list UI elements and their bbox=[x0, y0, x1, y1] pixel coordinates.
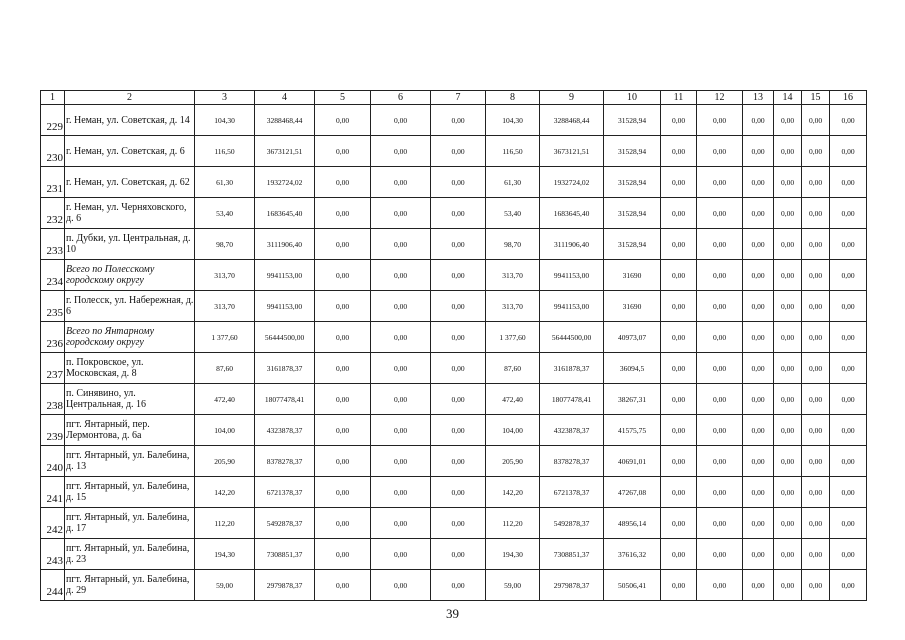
column-header: 7 bbox=[431, 91, 486, 105]
value-cell: 0,00 bbox=[315, 167, 371, 198]
column-header: 10 bbox=[604, 91, 661, 105]
value-cell: 0,00 bbox=[371, 446, 431, 477]
value-cell: 3161878,37 bbox=[540, 353, 604, 384]
value-cell: 0,00 bbox=[743, 322, 774, 353]
value-cell: 0,00 bbox=[743, 477, 774, 508]
value-cell: 0,00 bbox=[802, 570, 830, 601]
value-cell: 472,40 bbox=[486, 384, 540, 415]
value-cell: 0,00 bbox=[697, 136, 743, 167]
value-cell: 0,00 bbox=[431, 539, 486, 570]
value-cell: 3673121,51 bbox=[540, 136, 604, 167]
value-cell: 0,00 bbox=[697, 291, 743, 322]
value-cell: 0,00 bbox=[830, 446, 867, 477]
value-cell: 0,00 bbox=[315, 570, 371, 601]
value-cell: 0,00 bbox=[830, 570, 867, 601]
value-cell: 0,00 bbox=[371, 415, 431, 446]
value-cell: 1 377,60 bbox=[486, 322, 540, 353]
value-cell: 205,90 bbox=[195, 446, 255, 477]
table-row bbox=[41, 229, 867, 260]
value-cell: 0,00 bbox=[774, 105, 802, 136]
value-cell: 0,00 bbox=[661, 167, 697, 198]
value-cell: 0,00 bbox=[431, 353, 486, 384]
value-cell: 104,00 bbox=[195, 415, 255, 446]
page-number: 39 bbox=[446, 606, 459, 621]
value-cell: 0,00 bbox=[431, 260, 486, 291]
value-cell: 0,00 bbox=[431, 477, 486, 508]
value-cell: 3111906,40 bbox=[540, 229, 604, 260]
value-cell: 9941153,00 bbox=[540, 291, 604, 322]
value-cell: 0,00 bbox=[802, 229, 830, 260]
row-number: 238 bbox=[41, 384, 65, 415]
value-cell: 0,00 bbox=[830, 229, 867, 260]
value-cell: 0,00 bbox=[315, 477, 371, 508]
value-cell: 0,00 bbox=[802, 384, 830, 415]
address-cell: пгт. Янтарный, пер. Лермонтова, д. 6а bbox=[65, 415, 195, 446]
value-cell: 116,50 bbox=[195, 136, 255, 167]
table-row bbox=[41, 539, 867, 570]
value-cell: 0,00 bbox=[661, 291, 697, 322]
value-cell: 0,00 bbox=[661, 570, 697, 601]
table-row bbox=[41, 136, 867, 167]
table-row bbox=[41, 167, 867, 198]
column-header: 12 bbox=[697, 91, 743, 105]
value-cell: 18077478,41 bbox=[255, 384, 315, 415]
value-cell: 0,00 bbox=[315, 446, 371, 477]
value-cell: 36094,5 bbox=[604, 353, 661, 384]
value-cell: 0,00 bbox=[315, 229, 371, 260]
address-cell: г. Неман, ул. Советская, д. 6 bbox=[65, 136, 195, 167]
value-cell: 0,00 bbox=[431, 167, 486, 198]
value-cell: 0,00 bbox=[830, 353, 867, 384]
value-cell: 0,00 bbox=[743, 229, 774, 260]
value-cell: 0,00 bbox=[431, 136, 486, 167]
table-row bbox=[41, 105, 867, 136]
table-row bbox=[41, 353, 867, 384]
value-cell: 37616,32 bbox=[604, 539, 661, 570]
table-row bbox=[41, 260, 867, 291]
header-row bbox=[41, 91, 867, 105]
column-header: 16 bbox=[830, 91, 867, 105]
column-header: 2 bbox=[65, 91, 195, 105]
value-cell: 0,00 bbox=[371, 105, 431, 136]
value-cell: 0,00 bbox=[743, 198, 774, 229]
value-cell: 0,00 bbox=[315, 353, 371, 384]
column-header: 3 bbox=[195, 91, 255, 105]
table-header bbox=[41, 91, 867, 105]
value-cell: 0,00 bbox=[774, 570, 802, 601]
address-cell: пгт. Янтарный, ул. Балебина, д. 29 bbox=[65, 570, 195, 601]
value-cell: 0,00 bbox=[371, 198, 431, 229]
row-number: 237 bbox=[41, 353, 65, 384]
value-cell: 0,00 bbox=[371, 322, 431, 353]
value-cell: 0,00 bbox=[315, 136, 371, 167]
value-cell: 0,00 bbox=[774, 477, 802, 508]
value-cell: 61,30 bbox=[486, 167, 540, 198]
value-cell: 0,00 bbox=[431, 322, 486, 353]
value-cell: 116,50 bbox=[486, 136, 540, 167]
value-cell: 0,00 bbox=[802, 508, 830, 539]
value-cell: 3288468,44 bbox=[540, 105, 604, 136]
value-cell: 6721378,37 bbox=[255, 477, 315, 508]
value-cell: 7308851,37 bbox=[255, 539, 315, 570]
address-cell: г. Неман, ул. Советская, д. 62 bbox=[65, 167, 195, 198]
row-number: 229 bbox=[41, 105, 65, 136]
value-cell: 0,00 bbox=[802, 322, 830, 353]
value-cell: 0,00 bbox=[697, 229, 743, 260]
value-cell: 0,00 bbox=[371, 260, 431, 291]
row-number: 235 bbox=[41, 291, 65, 322]
value-cell: 87,60 bbox=[195, 353, 255, 384]
value-cell: 0,00 bbox=[371, 384, 431, 415]
value-cell: 0,00 bbox=[743, 539, 774, 570]
value-cell: 1683645,40 bbox=[255, 198, 315, 229]
value-cell: 1683645,40 bbox=[540, 198, 604, 229]
column-header: 15 bbox=[802, 91, 830, 105]
value-cell: 0,00 bbox=[774, 539, 802, 570]
value-cell: 0,00 bbox=[774, 384, 802, 415]
column-header: 1 bbox=[41, 91, 65, 105]
value-cell: 104,30 bbox=[195, 105, 255, 136]
value-cell: 0,00 bbox=[431, 198, 486, 229]
column-header: 6 bbox=[371, 91, 431, 105]
value-cell: 0,00 bbox=[315, 105, 371, 136]
value-cell: 0,00 bbox=[830, 167, 867, 198]
value-cell: 0,00 bbox=[802, 105, 830, 136]
value-cell: 7308851,37 bbox=[540, 539, 604, 570]
value-cell: 0,00 bbox=[315, 291, 371, 322]
value-cell: 0,00 bbox=[802, 353, 830, 384]
value-cell: 0,00 bbox=[802, 477, 830, 508]
value-cell: 0,00 bbox=[315, 539, 371, 570]
value-cell: 0,00 bbox=[743, 353, 774, 384]
table-body bbox=[41, 105, 867, 601]
value-cell: 0,00 bbox=[830, 384, 867, 415]
value-cell: 0,00 bbox=[431, 105, 486, 136]
value-cell: 18077478,41 bbox=[540, 384, 604, 415]
table-row bbox=[41, 291, 867, 322]
value-cell: 0,00 bbox=[830, 539, 867, 570]
value-cell: 0,00 bbox=[315, 322, 371, 353]
address-cell: г. Неман, ул. Советская, д. 14 bbox=[65, 105, 195, 136]
value-cell: 31528,94 bbox=[604, 136, 661, 167]
value-cell: 0,00 bbox=[802, 446, 830, 477]
value-cell: 0,00 bbox=[661, 415, 697, 446]
value-cell: 59,00 bbox=[195, 570, 255, 601]
value-cell: 0,00 bbox=[743, 446, 774, 477]
value-cell: 0,00 bbox=[371, 570, 431, 601]
value-cell: 0,00 bbox=[743, 167, 774, 198]
value-cell: 0,00 bbox=[371, 353, 431, 384]
value-cell: 41575,75 bbox=[604, 415, 661, 446]
table-row bbox=[41, 198, 867, 229]
row-number: 240 bbox=[41, 446, 65, 477]
value-cell: 313,70 bbox=[486, 260, 540, 291]
address-cell: г. Полесск, ул. Набережная, д. 6 bbox=[65, 291, 195, 322]
value-cell: 3673121,51 bbox=[255, 136, 315, 167]
value-cell: 0,00 bbox=[743, 291, 774, 322]
value-cell: 0,00 bbox=[661, 539, 697, 570]
value-cell: 0,00 bbox=[661, 353, 697, 384]
value-cell: 31690 bbox=[604, 291, 661, 322]
value-cell: 313,70 bbox=[486, 291, 540, 322]
address-cell: п. Дубки, ул. Центральная, д. 10 bbox=[65, 229, 195, 260]
value-cell: 0,00 bbox=[371, 508, 431, 539]
value-cell: 0,00 bbox=[697, 105, 743, 136]
value-cell: 38267,31 bbox=[604, 384, 661, 415]
address-cell: пгт. Янтарный, ул. Балебина, д. 17 bbox=[65, 508, 195, 539]
value-cell: 8378278,37 bbox=[255, 446, 315, 477]
value-cell: 0,00 bbox=[431, 415, 486, 446]
value-cell: 0,00 bbox=[697, 384, 743, 415]
table-row bbox=[41, 415, 867, 446]
address-cell: Всего по Полесскому городскому округу bbox=[65, 260, 195, 291]
value-cell: 0,00 bbox=[661, 477, 697, 508]
value-cell: 9941153,00 bbox=[540, 260, 604, 291]
value-cell: 87,60 bbox=[486, 353, 540, 384]
value-cell: 0,00 bbox=[661, 446, 697, 477]
value-cell: 0,00 bbox=[661, 260, 697, 291]
value-cell: 142,20 bbox=[486, 477, 540, 508]
value-cell: 3288468,44 bbox=[255, 105, 315, 136]
value-cell: 31690 bbox=[604, 260, 661, 291]
value-cell: 0,00 bbox=[774, 167, 802, 198]
table-row bbox=[41, 384, 867, 415]
value-cell: 9941153,00 bbox=[255, 260, 315, 291]
table-row bbox=[41, 508, 867, 539]
value-cell: 0,00 bbox=[830, 322, 867, 353]
value-cell: 104,00 bbox=[486, 415, 540, 446]
value-cell: 0,00 bbox=[371, 477, 431, 508]
value-cell: 0,00 bbox=[315, 384, 371, 415]
value-cell: 0,00 bbox=[774, 291, 802, 322]
value-cell: 0,00 bbox=[661, 105, 697, 136]
value-cell: 0,00 bbox=[697, 198, 743, 229]
value-cell: 0,00 bbox=[774, 446, 802, 477]
value-cell: 0,00 bbox=[697, 322, 743, 353]
value-cell: 0,00 bbox=[315, 260, 371, 291]
value-cell: 0,00 bbox=[431, 508, 486, 539]
value-cell: 0,00 bbox=[661, 229, 697, 260]
value-cell: 31528,94 bbox=[604, 105, 661, 136]
value-cell: 31528,94 bbox=[604, 198, 661, 229]
value-cell: 40691,01 bbox=[604, 446, 661, 477]
address-cell: г. Неман, ул. Черняховского, д. 6 bbox=[65, 198, 195, 229]
value-cell: 0,00 bbox=[743, 260, 774, 291]
value-cell: 0,00 bbox=[774, 322, 802, 353]
value-cell: 0,00 bbox=[431, 570, 486, 601]
value-cell: 0,00 bbox=[743, 570, 774, 601]
value-cell: 313,70 bbox=[195, 260, 255, 291]
row-number: 244 bbox=[41, 570, 65, 601]
value-cell: 31528,94 bbox=[604, 167, 661, 198]
address-cell: Всего по Янтарному городскому округу bbox=[65, 322, 195, 353]
address-cell: пгт. Янтарный, ул. Балебина, д. 13 bbox=[65, 446, 195, 477]
value-cell: 0,00 bbox=[774, 353, 802, 384]
value-cell: 0,00 bbox=[661, 198, 697, 229]
value-cell: 1 377,60 bbox=[195, 322, 255, 353]
value-cell: 40973,07 bbox=[604, 322, 661, 353]
value-cell: 9941153,00 bbox=[255, 291, 315, 322]
value-cell: 0,00 bbox=[697, 570, 743, 601]
value-cell: 313,70 bbox=[195, 291, 255, 322]
address-cell: п. Покровское, ул. Московская, д. 8 bbox=[65, 353, 195, 384]
value-cell: 0,00 bbox=[774, 260, 802, 291]
value-cell: 1932724,02 bbox=[255, 167, 315, 198]
value-cell: 0,00 bbox=[802, 260, 830, 291]
address-cell: п. Синявино, ул. Центральная, д. 16 bbox=[65, 384, 195, 415]
value-cell: 112,20 bbox=[486, 508, 540, 539]
value-cell: 6721378,37 bbox=[540, 477, 604, 508]
value-cell: 0,00 bbox=[743, 136, 774, 167]
row-number: 233 bbox=[41, 229, 65, 260]
value-cell: 0,00 bbox=[371, 136, 431, 167]
value-cell: 47267,08 bbox=[604, 477, 661, 508]
value-cell: 0,00 bbox=[697, 477, 743, 508]
data-table bbox=[40, 90, 867, 601]
table-row bbox=[41, 446, 867, 477]
row-number: 236 bbox=[41, 322, 65, 353]
value-cell: 0,00 bbox=[802, 539, 830, 570]
value-cell: 61,30 bbox=[195, 167, 255, 198]
column-header: 9 bbox=[540, 91, 604, 105]
value-cell: 0,00 bbox=[802, 198, 830, 229]
value-cell: 0,00 bbox=[697, 446, 743, 477]
value-cell: 0,00 bbox=[371, 291, 431, 322]
value-cell: 4323878,37 bbox=[255, 415, 315, 446]
value-cell: 48956,14 bbox=[604, 508, 661, 539]
value-cell: 56444500,00 bbox=[540, 322, 604, 353]
column-header: 14 bbox=[774, 91, 802, 105]
value-cell: 0,00 bbox=[431, 229, 486, 260]
value-cell: 0,00 bbox=[774, 198, 802, 229]
value-cell: 5492878,37 bbox=[540, 508, 604, 539]
value-cell: 0,00 bbox=[774, 508, 802, 539]
value-cell: 0,00 bbox=[315, 198, 371, 229]
column-header: 8 bbox=[486, 91, 540, 105]
value-cell: 0,00 bbox=[830, 198, 867, 229]
value-cell: 98,70 bbox=[486, 229, 540, 260]
value-cell: 0,00 bbox=[661, 322, 697, 353]
value-cell: 0,00 bbox=[697, 415, 743, 446]
value-cell: 194,30 bbox=[195, 539, 255, 570]
value-cell: 0,00 bbox=[830, 508, 867, 539]
value-cell: 0,00 bbox=[371, 229, 431, 260]
value-cell: 5492878,37 bbox=[255, 508, 315, 539]
value-cell: 0,00 bbox=[431, 384, 486, 415]
column-header: 11 bbox=[661, 91, 697, 105]
value-cell: 1932724,02 bbox=[540, 167, 604, 198]
value-cell: 0,00 bbox=[697, 260, 743, 291]
table-row bbox=[41, 477, 867, 508]
value-cell: 0,00 bbox=[743, 508, 774, 539]
value-cell: 0,00 bbox=[774, 136, 802, 167]
value-cell: 0,00 bbox=[697, 167, 743, 198]
row-number: 241 bbox=[41, 477, 65, 508]
value-cell: 53,40 bbox=[486, 198, 540, 229]
table-row bbox=[41, 322, 867, 353]
value-cell: 194,30 bbox=[486, 539, 540, 570]
column-header: 13 bbox=[743, 91, 774, 105]
value-cell: 0,00 bbox=[802, 136, 830, 167]
row-number: 230 bbox=[41, 136, 65, 167]
value-cell: 0,00 bbox=[371, 539, 431, 570]
value-cell: 0,00 bbox=[697, 508, 743, 539]
value-cell: 0,00 bbox=[697, 353, 743, 384]
value-cell: 0,00 bbox=[830, 291, 867, 322]
value-cell: 104,30 bbox=[486, 105, 540, 136]
value-cell: 0,00 bbox=[743, 105, 774, 136]
value-cell: 0,00 bbox=[830, 136, 867, 167]
value-cell: 0,00 bbox=[371, 167, 431, 198]
value-cell: 50506,41 bbox=[604, 570, 661, 601]
value-cell: 98,70 bbox=[195, 229, 255, 260]
row-number: 239 bbox=[41, 415, 65, 446]
value-cell: 8378278,37 bbox=[540, 446, 604, 477]
value-cell: 205,90 bbox=[486, 446, 540, 477]
value-cell: 3161878,37 bbox=[255, 353, 315, 384]
value-cell: 0,00 bbox=[661, 384, 697, 415]
value-cell: 142,20 bbox=[195, 477, 255, 508]
value-cell: 53,40 bbox=[195, 198, 255, 229]
value-cell: 0,00 bbox=[802, 167, 830, 198]
value-cell: 0,00 bbox=[802, 415, 830, 446]
value-cell: 0,00 bbox=[315, 508, 371, 539]
value-cell: 0,00 bbox=[774, 229, 802, 260]
column-header: 5 bbox=[315, 91, 371, 105]
value-cell: 0,00 bbox=[697, 539, 743, 570]
value-cell: 0,00 bbox=[774, 415, 802, 446]
row-number: 242 bbox=[41, 508, 65, 539]
value-cell: 0,00 bbox=[661, 508, 697, 539]
value-cell: 0,00 bbox=[431, 291, 486, 322]
value-cell: 0,00 bbox=[743, 384, 774, 415]
row-number: 243 bbox=[41, 539, 65, 570]
value-cell: 0,00 bbox=[431, 446, 486, 477]
address-cell: пгт. Янтарный, ул. Балебина, д. 23 bbox=[65, 539, 195, 570]
value-cell: 0,00 bbox=[830, 105, 867, 136]
value-cell: 0,00 bbox=[743, 415, 774, 446]
row-number: 234 bbox=[41, 260, 65, 291]
value-cell: 0,00 bbox=[802, 291, 830, 322]
value-cell: 472,40 bbox=[195, 384, 255, 415]
value-cell: 3111906,40 bbox=[255, 229, 315, 260]
row-number: 231 bbox=[41, 167, 65, 198]
value-cell: 0,00 bbox=[315, 415, 371, 446]
address-cell: пгт. Янтарный, ул. Балебина, д. 15 bbox=[65, 477, 195, 508]
value-cell: 0,00 bbox=[830, 477, 867, 508]
value-cell: 59,00 bbox=[486, 570, 540, 601]
value-cell: 0,00 bbox=[830, 260, 867, 291]
value-cell: 0,00 bbox=[661, 136, 697, 167]
value-cell: 0,00 bbox=[830, 415, 867, 446]
value-cell: 112,20 bbox=[195, 508, 255, 539]
column-header: 4 bbox=[255, 91, 315, 105]
value-cell: 31528,94 bbox=[604, 229, 661, 260]
value-cell: 56444500,00 bbox=[255, 322, 315, 353]
value-cell: 4323878,37 bbox=[540, 415, 604, 446]
value-cell: 2979878,37 bbox=[540, 570, 604, 601]
table-row bbox=[41, 570, 867, 601]
row-number: 232 bbox=[41, 198, 65, 229]
value-cell: 2979878,37 bbox=[255, 570, 315, 601]
